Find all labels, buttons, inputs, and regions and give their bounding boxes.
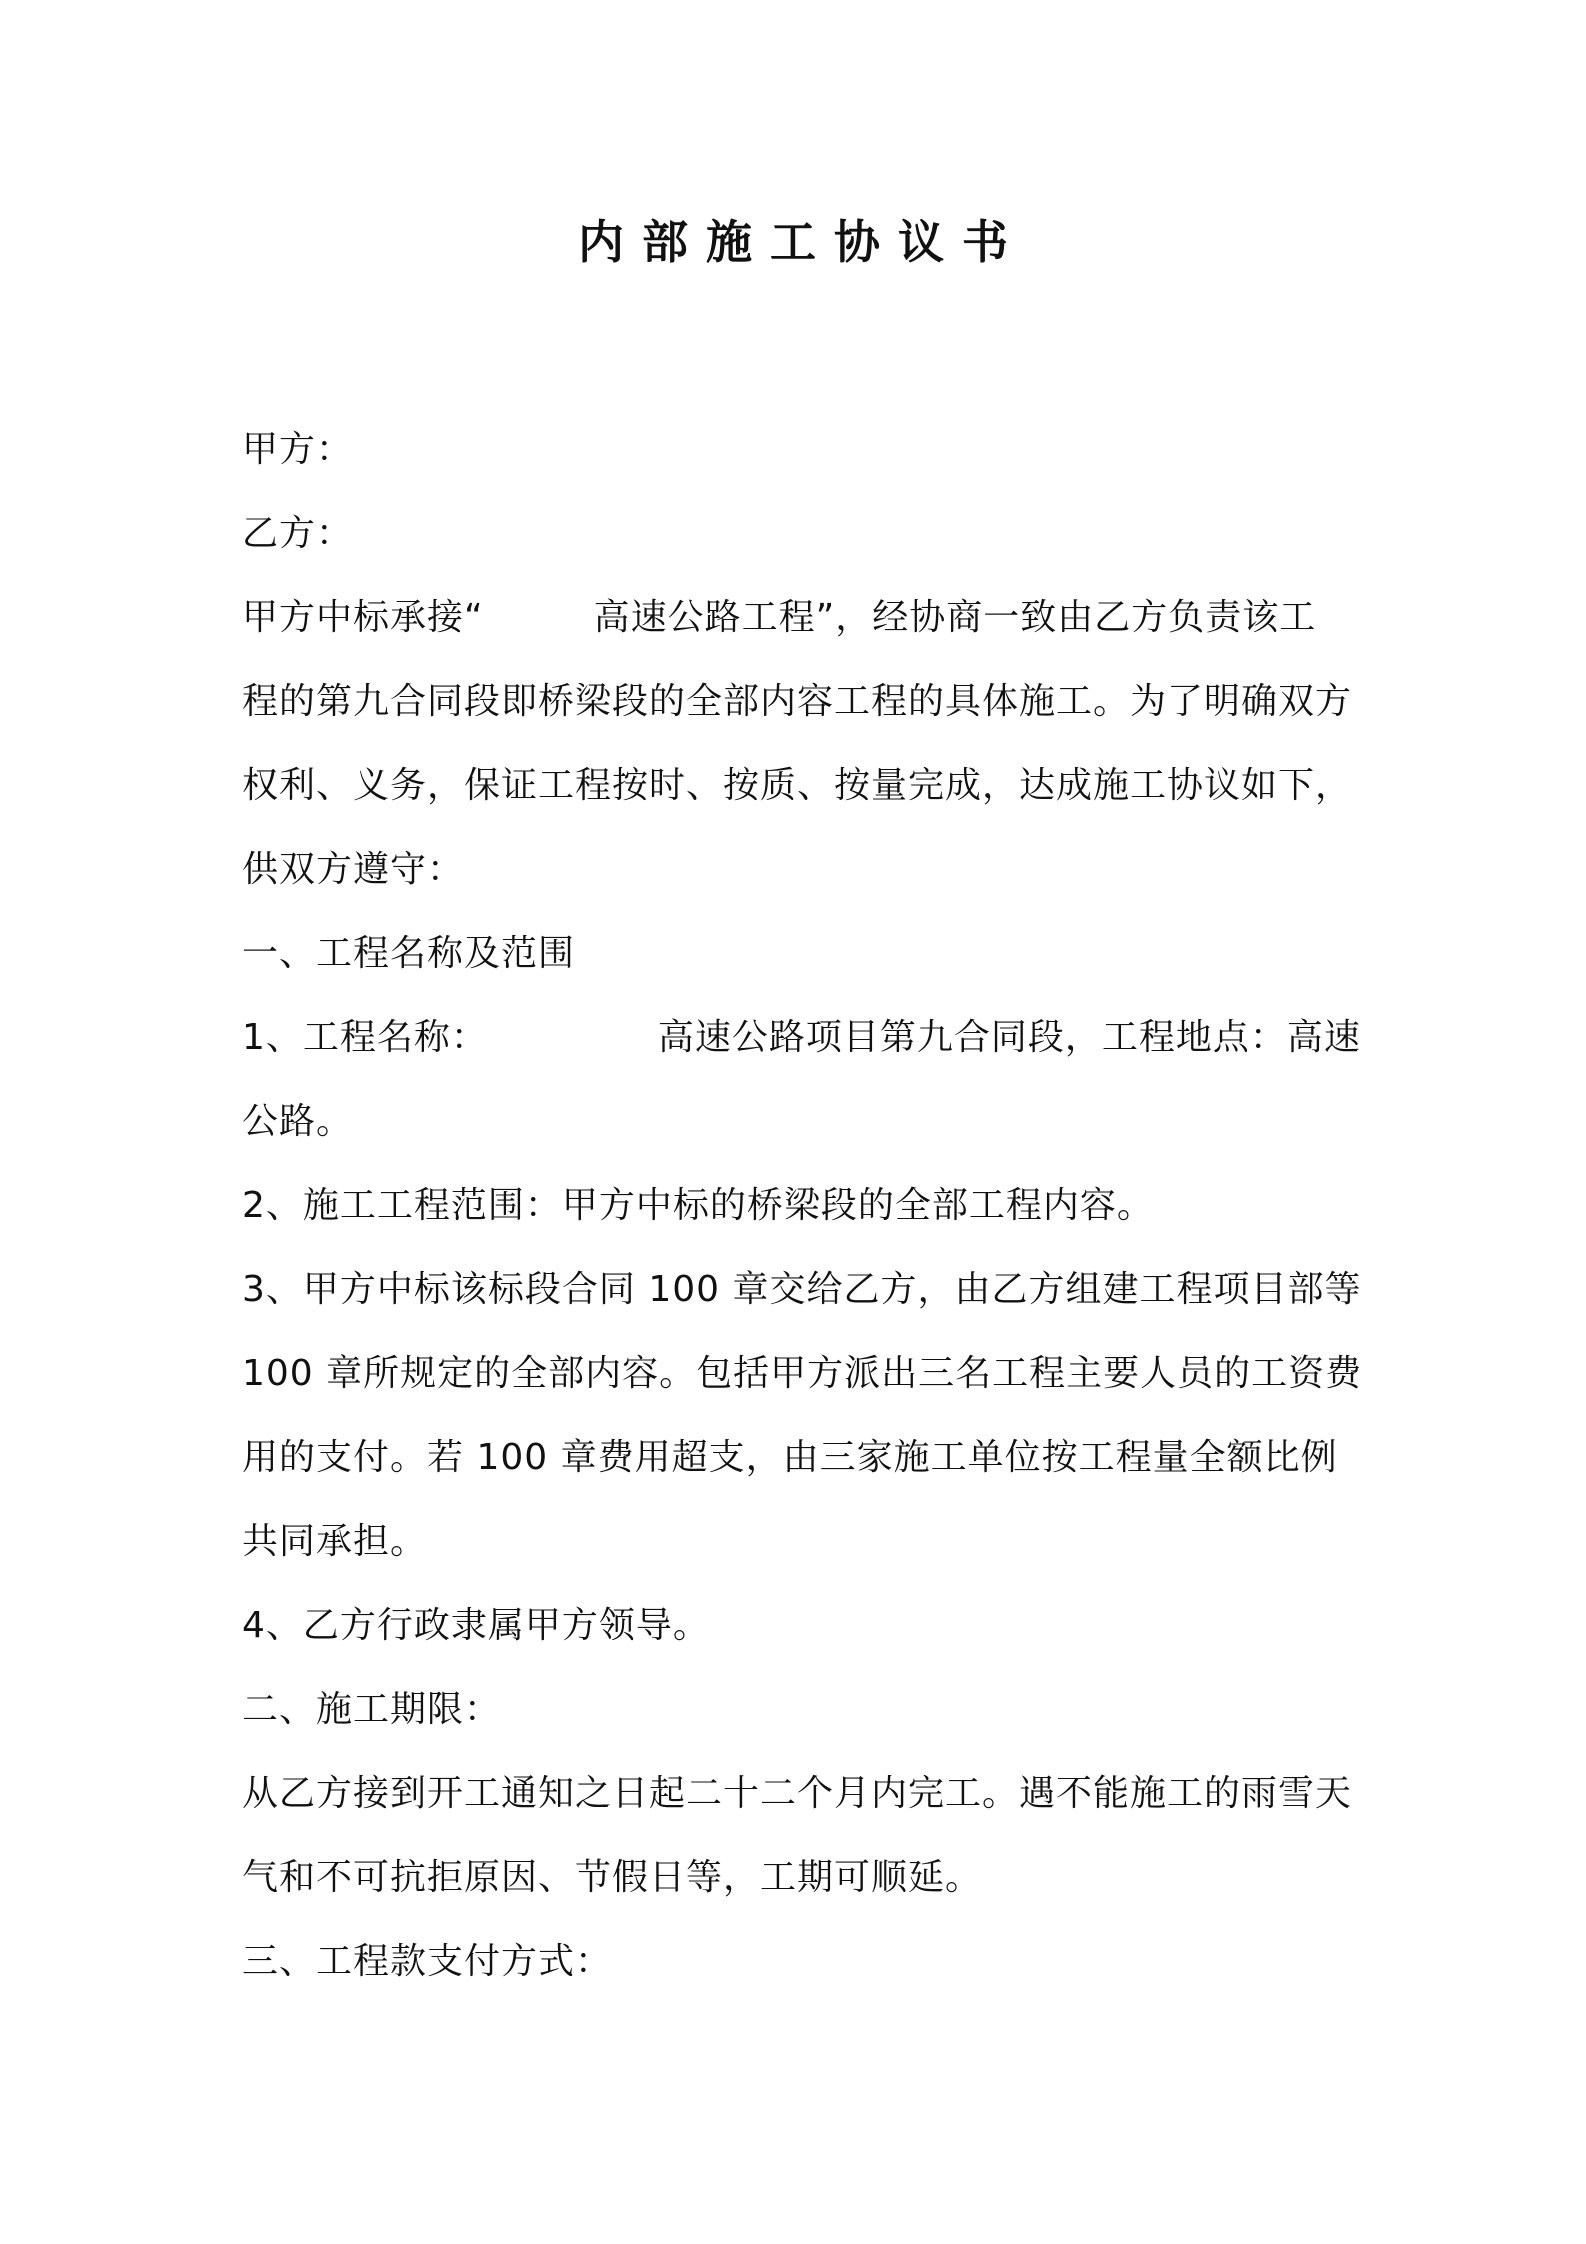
item-4-line: 4、乙方行政隶属甲方领导。 <box>242 1605 710 1646</box>
item-3-line-1: 3、甲方中标该标段合同 100 章交给乙方，由乙方组建工程项目部等 <box>242 1269 1362 1310</box>
item-1-line-1 <box>242 996 1362 1080</box>
item-1-start: 1、工程名称： <box>242 1017 488 1058</box>
intro-line-1 <box>242 576 1362 660</box>
section-2-heading: 二、施工期限： <box>242 1689 502 1730</box>
intro-line-1-end: 高速公路工程”，经协商一致由乙方负责该工 <box>593 597 1317 638</box>
item-3-line-2: 100 章所规定的全部内容。包括甲方派出三名工程主要人员的工资费 <box>242 1353 1363 1394</box>
section-2-line-2: 气和不可抗拒原因、节假日等，工期可顺延。 <box>242 1857 983 1898</box>
intro-line-4: 供双方遵守： <box>242 849 465 890</box>
item-3-line-3: 用的支付。若 100 章费用超支，由三家施工单位按工程量全额比例 <box>242 1437 1338 1478</box>
item-1-end: 高速公路项目第九合同段，工程地点：高速 <box>657 1017 1361 1058</box>
intro-line-1-start: 甲方中标承接“ <box>242 597 484 638</box>
section-3-heading: 三、工程款支付方式： <box>242 1941 613 1982</box>
section-1-heading: 一、工程名称及范围 <box>242 933 576 974</box>
party-b-line: 乙方： <box>242 513 354 554</box>
item-2-line: 2、施工工程范围：甲方中标的桥梁段的全部工程内容。 <box>242 1185 1154 1226</box>
item-1-line-2: 公路。 <box>242 1101 354 1142</box>
section-2-line-1: 从乙方接到开工通知之日起二十二个月内完工。遇不能施工的雨雪天 <box>242 1773 1353 1814</box>
document-body <box>242 408 1362 2004</box>
document-title: 内部施工协议书 <box>578 215 1026 269</box>
intro-line-2: 程的第九合同段即桥梁段的全部内容工程的具体施工。为了明确双方 <box>242 681 1353 722</box>
intro-line-3: 权利、义务，保证工程按时、按质、按量完成，达成施工协议如下， <box>242 765 1353 806</box>
party-a-line: 甲方： <box>242 429 354 470</box>
item-3-line-4: 共同承担。 <box>242 1521 428 1562</box>
